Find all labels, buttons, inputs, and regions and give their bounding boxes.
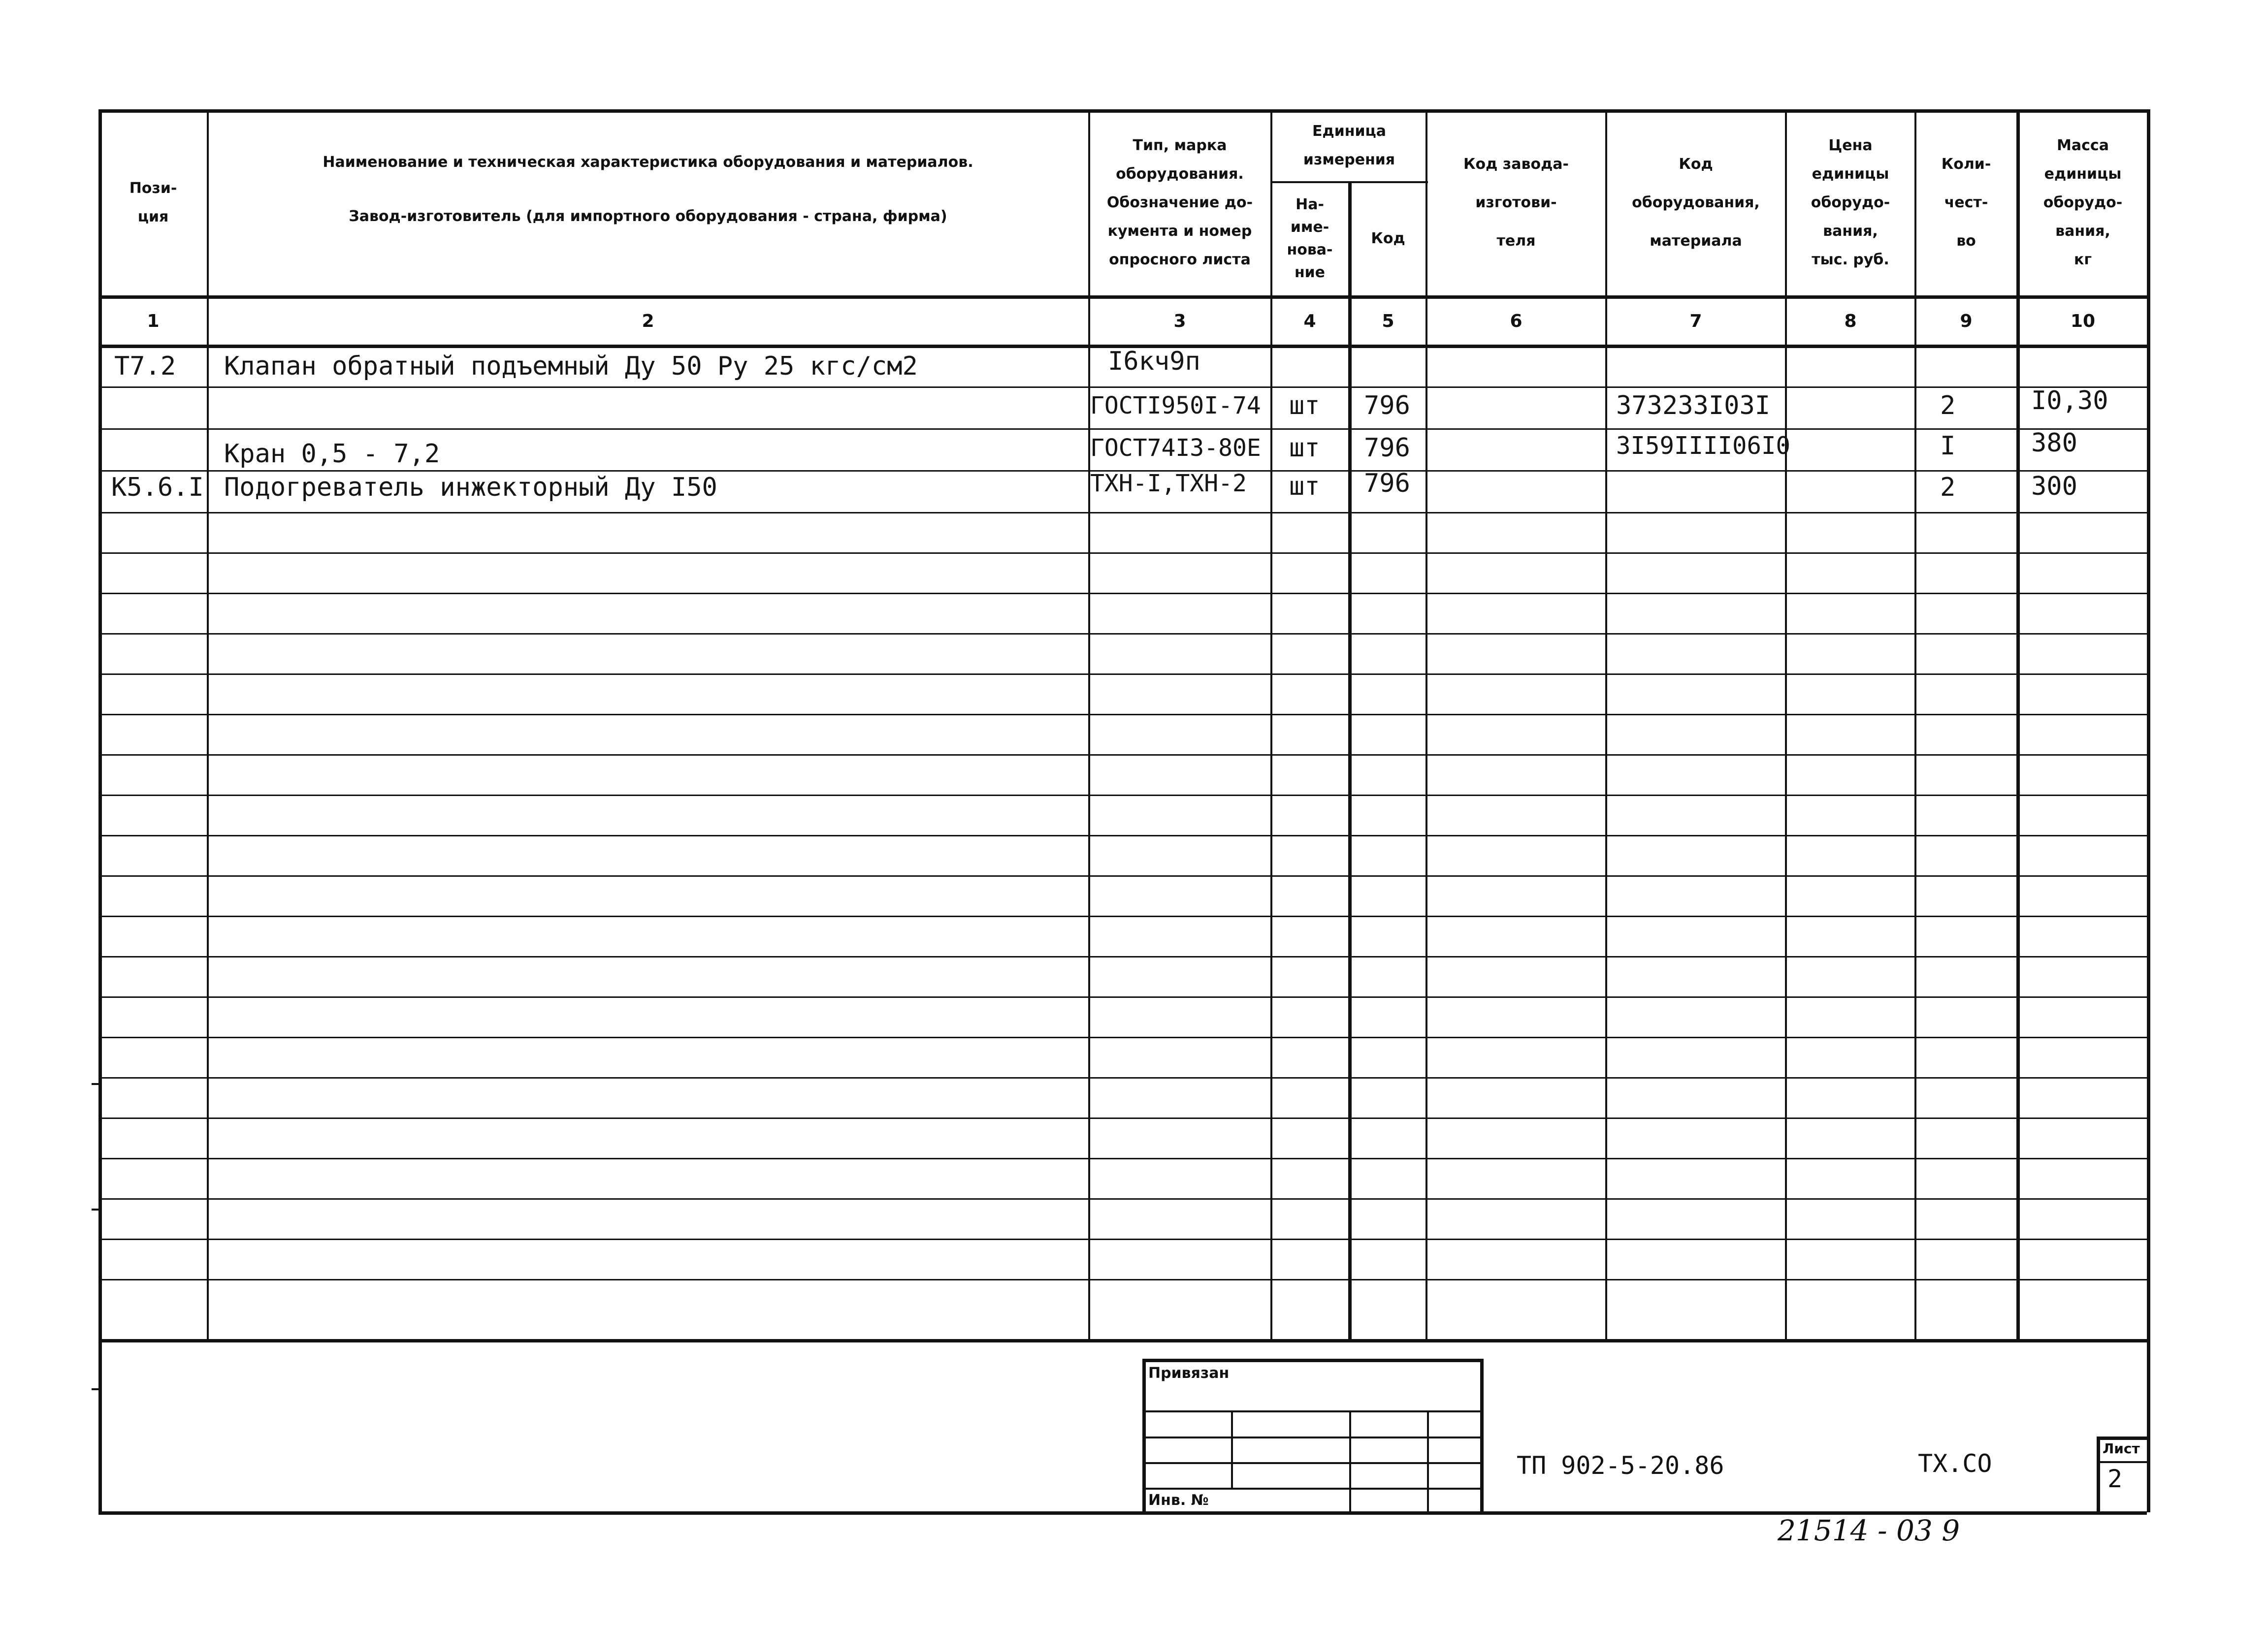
row-line <box>98 916 2147 917</box>
row-line <box>98 552 2147 554</box>
row-line <box>98 386 2147 388</box>
column-number: 1 <box>147 311 160 331</box>
row-line <box>98 1279 2147 1280</box>
row-line <box>98 956 2147 958</box>
document-number: ТП 902-5-20.86 <box>1517 1451 1724 1480</box>
row-line <box>98 633 2147 635</box>
stamp-line <box>1142 1410 1481 1412</box>
row-line <box>98 795 2147 796</box>
header-unit-price: Цена единицы оборудо- вания, тыс. руб. <box>1811 137 1890 268</box>
header-unit-code: Код <box>1371 230 1405 247</box>
row-line <box>98 593 2147 594</box>
cell-unit-code: 796 <box>1364 391 1410 420</box>
stamp-divider <box>1349 1410 1351 1512</box>
stamp-inventory-label: Инв. № <box>1148 1492 1209 1509</box>
col-divider <box>207 109 209 1340</box>
row-line <box>98 754 2147 756</box>
stamp-line <box>1142 1488 1481 1490</box>
cell-name: Подогреватель инжекторный Ду I50 <box>224 473 717 502</box>
column-number: 10 <box>2070 311 2096 331</box>
margin-tick <box>92 1083 101 1085</box>
header-type-mark: Тип, марка оборудования. Обозначение до- кумента и номер опросного листа <box>1106 137 1253 268</box>
cell-name: Кран 0,5 - 7,2 <box>224 439 440 469</box>
header-position: Пози- ция <box>129 180 177 225</box>
column-number: 8 <box>1844 311 1857 331</box>
cell-position: Т7.2 <box>114 351 176 381</box>
handwritten-archive-number: 21514 - 03 9 <box>1778 1514 1960 1547</box>
cell-mass: 380 <box>2031 428 2077 458</box>
row-line <box>98 875 2147 877</box>
stamp-privyazan-label: Привязан <box>1148 1365 1230 1382</box>
cell-unit-code: 796 <box>1364 433 1410 463</box>
cell-type: ГОСТI950I-74 <box>1090 392 1261 419</box>
column-number: 6 <box>1510 311 1523 331</box>
stamp-left-border <box>1142 1359 1146 1512</box>
column-number: 9 <box>1960 311 1973 331</box>
row-line <box>98 428 2147 430</box>
margin-tick <box>92 1388 101 1390</box>
cell-type: ТХН-I,ТХН-2 <box>1090 470 1247 497</box>
row-line <box>98 714 2147 715</box>
col-divider <box>1348 181 1352 1340</box>
cell-quantity: 2 <box>1940 391 1956 420</box>
cell-position: К5.6.I <box>111 473 204 502</box>
cell-equipment-code: 373233I03I <box>1616 391 1771 420</box>
sheet-box-divider <box>2097 1461 2147 1463</box>
row-line <box>98 512 2147 513</box>
column-number: 3 <box>1173 311 1186 331</box>
column-number: 2 <box>642 311 654 331</box>
cell-equipment-code: 3I59IIII06I0 <box>1616 432 1791 460</box>
stamp-top-border <box>1142 1359 1481 1362</box>
stamp-divider <box>1231 1410 1233 1488</box>
row-line <box>98 1239 2147 1240</box>
cell-type: ГОСТ74I3-80Е <box>1090 434 1261 462</box>
header-manufacturer-code: Код завода- изготови- теля <box>1463 156 1569 250</box>
sheet-number: 2 <box>2107 1465 2123 1493</box>
cell-mass: 300 <box>2031 472 2077 501</box>
row-line <box>98 1158 2147 1159</box>
cell-quantity: 2 <box>1940 473 1956 502</box>
row-line <box>98 1037 2147 1038</box>
header-unit-name: На- име- нова- ние <box>1287 196 1333 281</box>
header-unit-mass: Масса единицы оборудо- вания, кг <box>2043 137 2123 268</box>
stamp-line <box>1142 1462 1481 1464</box>
column-number: 5 <box>1382 311 1394 331</box>
table-bottom-border <box>98 1339 2147 1342</box>
header-name-line1: Наименование и техническая характеристика оборудования и материалов. <box>323 154 973 171</box>
cell-mass: I0,30 <box>2031 386 2108 415</box>
cell-unit: шт <box>1289 472 1320 501</box>
row-line <box>98 673 2147 675</box>
header-quantity: Коли- чест- во <box>1941 156 1991 250</box>
sheet-box-left <box>2097 1436 2100 1512</box>
stamp-line <box>1142 1436 1481 1438</box>
sheet-label: Лист <box>2103 1440 2140 1457</box>
row-line <box>98 1198 2147 1200</box>
margin-tick <box>92 1209 101 1211</box>
stamp-right-border <box>1480 1359 1484 1512</box>
header-equipment-code: Код оборудования, материала <box>1632 156 1760 250</box>
header-name-line2: Завод-изготовитель (для импортного оборудования - страна, фирма) <box>349 208 947 225</box>
row-line <box>98 1117 2147 1119</box>
row-line <box>98 996 2147 998</box>
column-number: 7 <box>1689 311 1702 331</box>
cell-name: Клапан обратный подъемный Ду 50 Ру 25 кгс/см2 <box>224 351 918 381</box>
cell-unit: шт <box>1289 433 1320 463</box>
row-line <box>98 1077 2147 1079</box>
column-number: 4 <box>1303 311 1316 331</box>
frame-right-border <box>2147 109 2150 1512</box>
cell-unit-code: 796 <box>1364 469 1410 498</box>
cell-type: I6кч9п <box>1108 347 1200 376</box>
document-code: ТХ.СО <box>1918 1449 1992 1478</box>
sheet-box-top <box>2097 1436 2147 1440</box>
stamp-divider <box>1427 1410 1429 1512</box>
row-line <box>98 835 2147 836</box>
header-unit-group: Единица измерения <box>1303 123 1395 168</box>
cell-unit: шт <box>1289 391 1320 420</box>
cell-quantity: I <box>1940 431 1956 461</box>
